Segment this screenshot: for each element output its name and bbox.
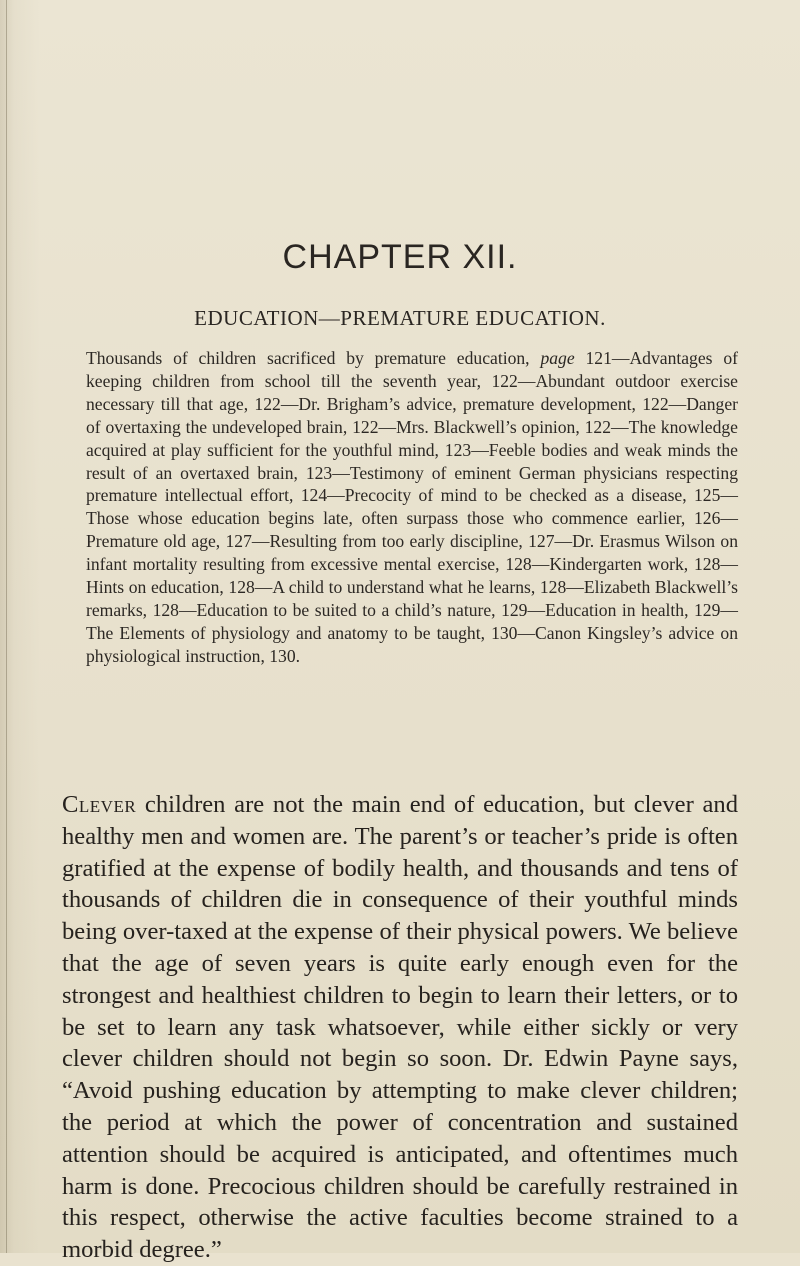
chapter-title: CHAPTER XII. [282,238,518,276]
opening-word: Clever [62,791,137,818]
summary-text: 121—Advantages of keeping children from school till the seventh year, 122—Abundant outdoor exercise necessary till that age, 122—Dr. Brigham’s advice, premature development, 122—Danger of overtaxing the undeveloped brain, 122—Mrs. Blackwell’s opinion, 122—The knowledge acquired at play sufficient for the youthful mind, 123—Feeble bodies and weak minds the result of an overtaxed brain, 123—Testimony of eminent German physicians respecting premature intellectual effort, 124—Precocity of mind to be checked as a disease, 125—Those whose education begins late, often surpass those who commence earlier, 126—Premature old age, 127—Resulting from too early discipline, 127—Dr. Erasmus Wilson on infant mortality resulting from excessive mental exercise, 128—Kindergarten work, 128—Hints on education, 128—A child to understand what he learns, 128—Elizabeth Blackwell’s remarks, 128—Education to be suited to a child’s nature, 129—Education in health, 129—The Elements of physiology and anatomy to be taught, 130—Canon Kingsley’s advice on physiological instruction, 130. [86,348,738,666]
body-paragraph [62,789,738,1266]
chapter-summary [86,347,738,668]
page-gutter-edge [6,0,7,1253]
summary-page-ref: page [540,348,575,368]
summary-lead: Thousands of children sacrificed by premature education, [86,348,530,368]
body-text: children are not the main end of education, but clever and healthy men and women are. The parent’s or teacher’s pride is often gratified at the expense of bodily health, and thousands and tens of thousands of children die in consequence of their youthful minds being over-taxed at the expense of their physical powers. We believe that the age of seven years is quite early enough even for the strongest and healthiest children to begin to learn their letters, or to be set to learn any task whatsoever, while either sickly or very clever children should not begin so soon. Dr. Edwin Payne says, “Avoid pushing education by attempting to make clever children; the period at which the power of concentration and sustained attention should be acquired is anticipated, and oftentimes much harm is done. Precocious children should be carefully restrained in this respect, otherwise the active faculties become strained to a morbid degree.” [62,791,738,1264]
section-title: EDUCATION—PREMATURE EDUCATION. [194,306,606,330]
